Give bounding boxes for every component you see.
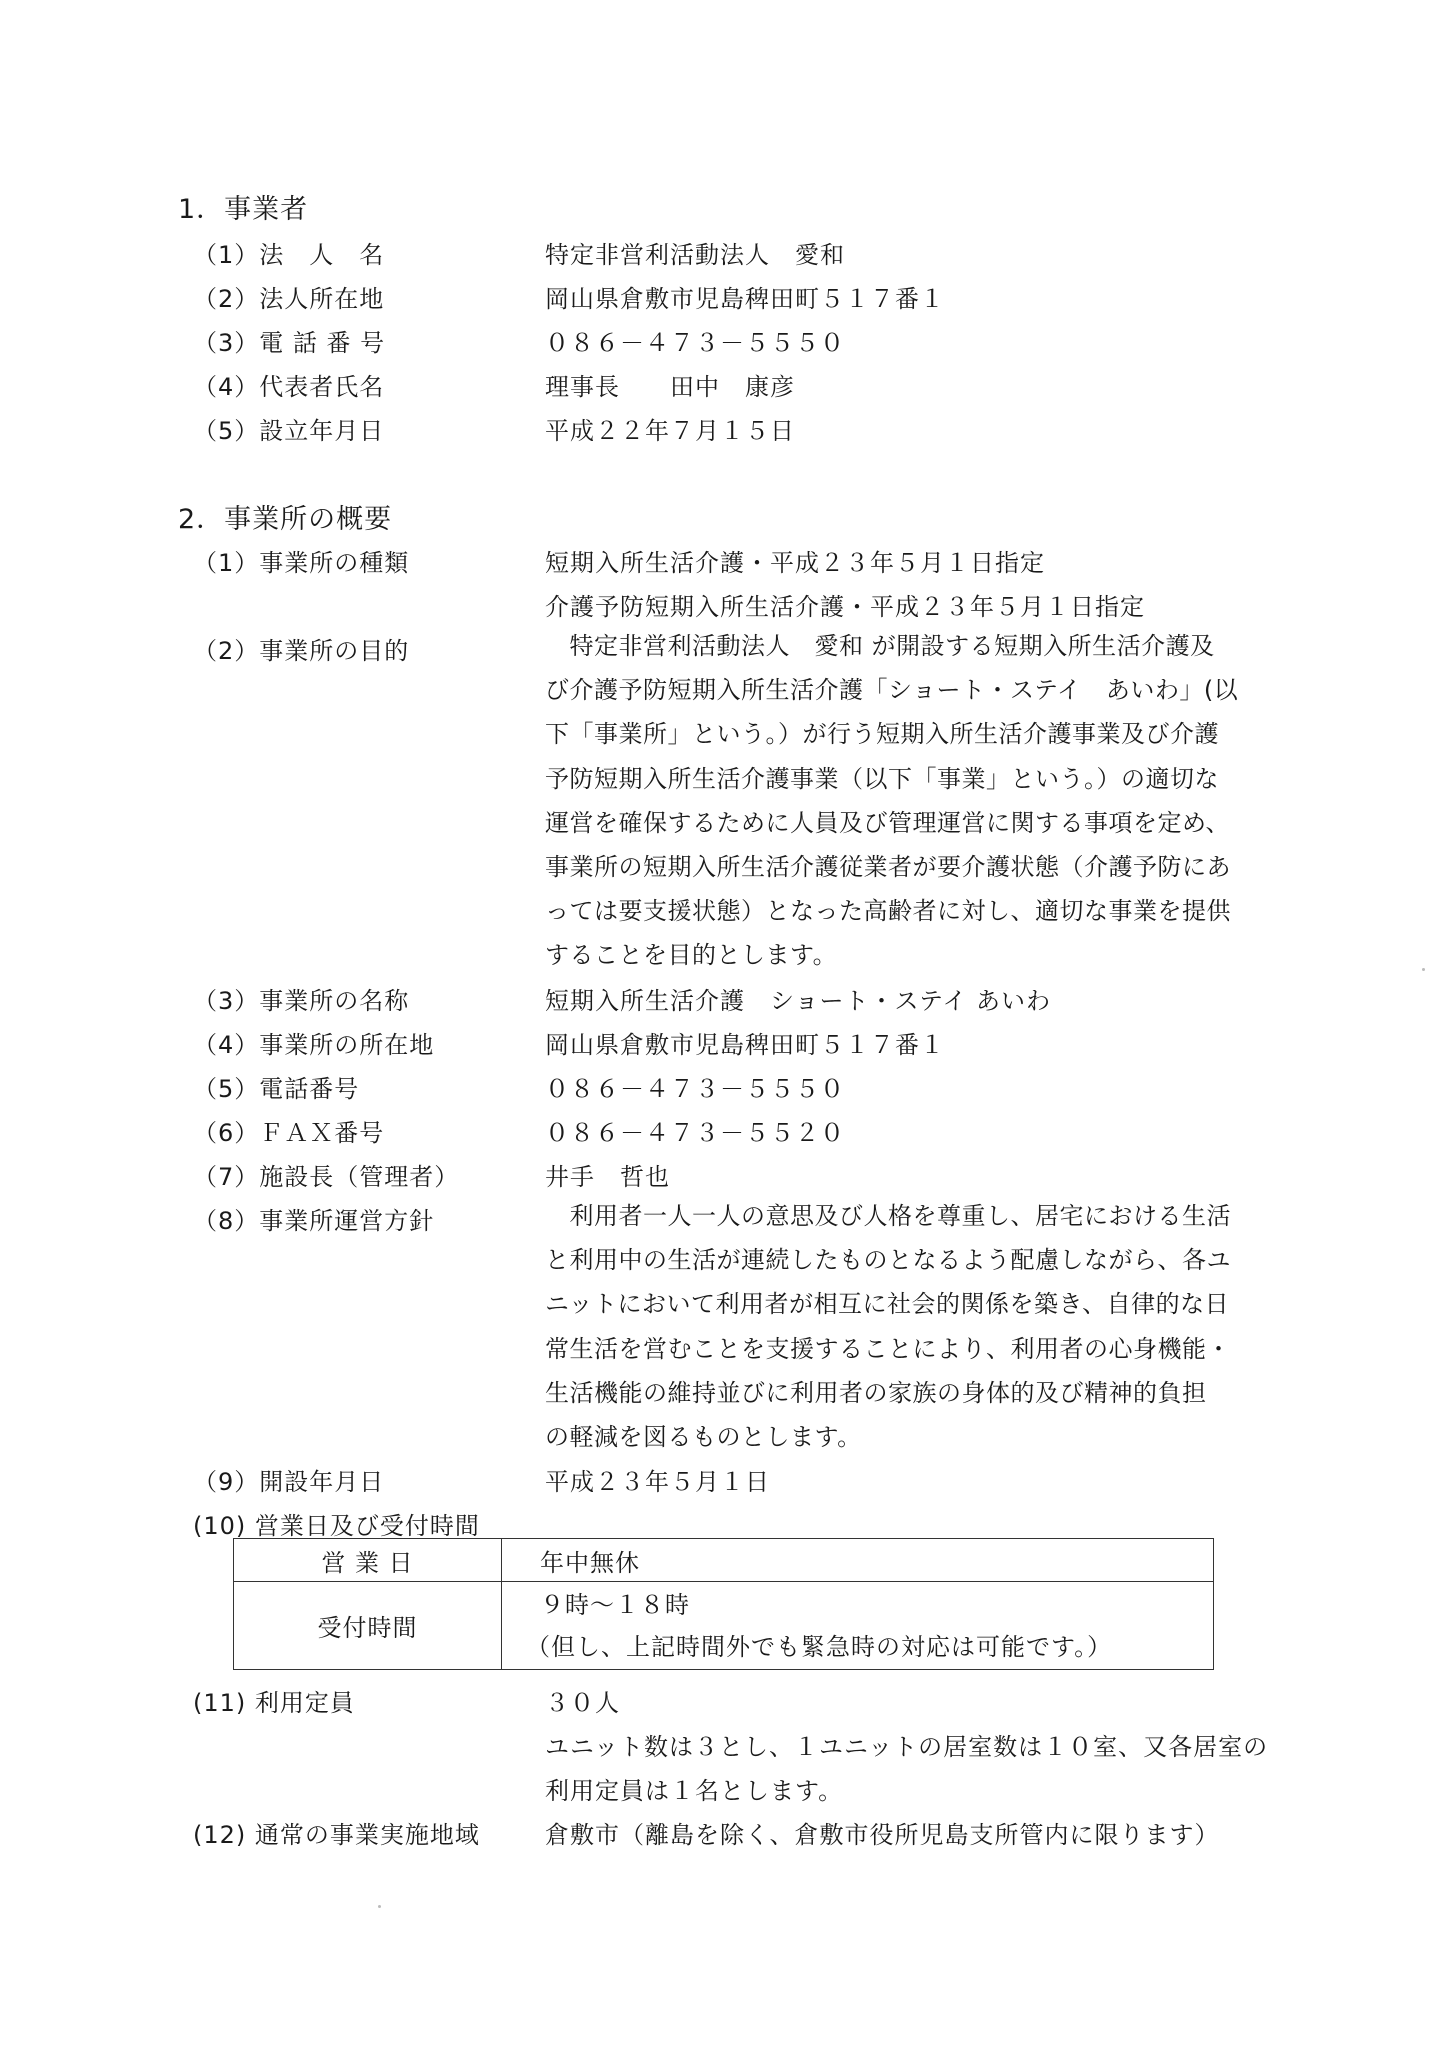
established-date-value: 平成２２年７月１５日 xyxy=(545,417,795,445)
policy-line: の軽減を図るものとします。 xyxy=(545,1423,862,1452)
reception-hours-note: （但し、上記時間外でも緊急時の対応は可能です。） xyxy=(526,1632,1113,1661)
purpose-line: っては要支援状態）となった高齢者に対し、適切な事業を提供 xyxy=(545,897,1231,926)
facility-manager-label: （7）施設長（管理者） xyxy=(193,1163,460,1191)
section-heading-business-operator: 1．事業者 xyxy=(178,194,309,225)
purpose-line: 特定非営利活動法人 愛和 が開設する短期入所生活介護及 xyxy=(545,632,1215,660)
corporation-phone-value: ０８６－４７３－５５５０ xyxy=(545,329,845,357)
business-hours-table xyxy=(233,1538,1214,1670)
capacity-label: (11) 利用定員 xyxy=(193,1689,355,1717)
purpose-line: 運営を確保するために人員及び管理運営に関する事項を定め、 xyxy=(545,808,1231,837)
reception-hours-line: ９時～１８時 xyxy=(540,1590,690,1619)
facility-purpose-paragraph xyxy=(545,624,1265,978)
service-area-value: 倉敷市（離島を除く、倉敷市役所児島支所管内に限ります） xyxy=(545,1821,1220,1849)
representative-label: （4）代表者氏名 xyxy=(193,373,385,401)
section-heading-facility-overview: 2．事業所の概要 xyxy=(178,504,393,535)
scan-speck xyxy=(1422,968,1425,971)
facility-address-label: （4）事業所の所在地 xyxy=(193,1031,435,1059)
operating-policy-paragraph xyxy=(545,1194,1265,1459)
facility-address-value: 岡山県倉敷市児島稗田町５１７番１ xyxy=(545,1031,945,1059)
policy-line: 利用者一人一人の意思及び人格を尊重し、居宅における生活 xyxy=(545,1202,1231,1230)
business-day-header: 営 業 日 xyxy=(234,1539,502,1582)
corporation-address-value: 岡山県倉敷市児島稗田町５１７番１ xyxy=(545,285,945,313)
facility-manager-value: 井手 哲也 xyxy=(545,1163,670,1191)
opening-date-value: 平成２３年５月１日 xyxy=(545,1468,770,1496)
corporation-phone-label: （3）電 話 番 号 xyxy=(193,329,386,357)
scan-speck xyxy=(378,1905,381,1908)
business-hours-label: (10) 営業日及び受付時間 xyxy=(193,1512,480,1540)
corporation-name-value: 特定非営利活動法人 愛和 xyxy=(545,241,845,269)
opening-date-label: （9）開設年月日 xyxy=(193,1468,385,1496)
policy-line: 常生活を営むことを支援することにより、利用者の心身機能・ xyxy=(545,1334,1231,1363)
capacity-detail-line-1: ユニット数は３とし、１ユニットの居室数は１０室、又各居室の xyxy=(545,1733,1269,1761)
facility-name-value: 短期入所生活介護 ショート・ステイ あいわ xyxy=(545,987,1051,1015)
purpose-line: 事業所の短期入所生活介護従業者が要介護状態（介護予防にあ xyxy=(545,853,1231,882)
reception-hours-cell xyxy=(502,1582,1214,1670)
established-date-label: （5）設立年月日 xyxy=(193,417,385,445)
policy-line: と利用中の生活が連続したものとなるよう配慮しながら、各ユ xyxy=(545,1246,1231,1275)
capacity-value: ３０人 xyxy=(545,1689,620,1717)
purpose-line: 予防短期入所生活介護事業（以下「事業」という。）の適切な xyxy=(545,764,1219,793)
facility-fax-label: （6）ＦＡＸ番号 xyxy=(193,1119,385,1147)
purpose-line: び介護予防短期入所生活介護「ショート・ステイ あいわ」(以 xyxy=(545,676,1239,705)
facility-type-line-2: 介護予防短期入所生活介護・平成２３年５月１日指定 xyxy=(545,593,1145,621)
reception-hours-header: 受付時間 xyxy=(234,1582,502,1670)
representative-value: 理事長 田中 康彦 xyxy=(545,373,795,401)
facility-fax-value: ０８６－４７３－５５２０ xyxy=(545,1119,845,1147)
purpose-line: することを目的とします。 xyxy=(545,941,838,970)
policy-line: 生活機能の維持並びに利用者の家族の身体的及び精神的負担 xyxy=(545,1378,1207,1407)
policy-line: ニットにおいて利用者が相互に社会的関係を築き、自律的な日 xyxy=(545,1290,1230,1319)
facility-type-label: （1）事業所の種類 xyxy=(193,549,410,577)
service-area-label: (12) 通常の事業実施地域 xyxy=(193,1821,480,1849)
corporation-name-label: （1）法 人 名 xyxy=(193,241,385,269)
facility-phone-value: ０８６－４７３－５５５０ xyxy=(545,1075,845,1103)
operating-policy-label: （8）事業所運営方針 xyxy=(193,1207,435,1235)
purpose-line: 下「事業所」という。）が行う短期入所生活介護事業及び介護 xyxy=(545,720,1219,749)
corporation-address-label: （2）法人所在地 xyxy=(193,285,385,313)
facility-phone-label: （5）電話番号 xyxy=(193,1075,360,1103)
business-day-value: 年中無休 xyxy=(502,1539,1214,1582)
facility-purpose-label: （2）事業所の目的 xyxy=(193,637,410,665)
facility-name-label: （3）事業所の名称 xyxy=(193,987,410,1015)
facility-type-line-1: 短期入所生活介護・平成２３年５月１日指定 xyxy=(545,549,1045,577)
table-row xyxy=(234,1582,1214,1670)
table-row xyxy=(234,1539,1214,1582)
capacity-detail-line-2: 利用定員は１名とします。 xyxy=(545,1777,844,1805)
